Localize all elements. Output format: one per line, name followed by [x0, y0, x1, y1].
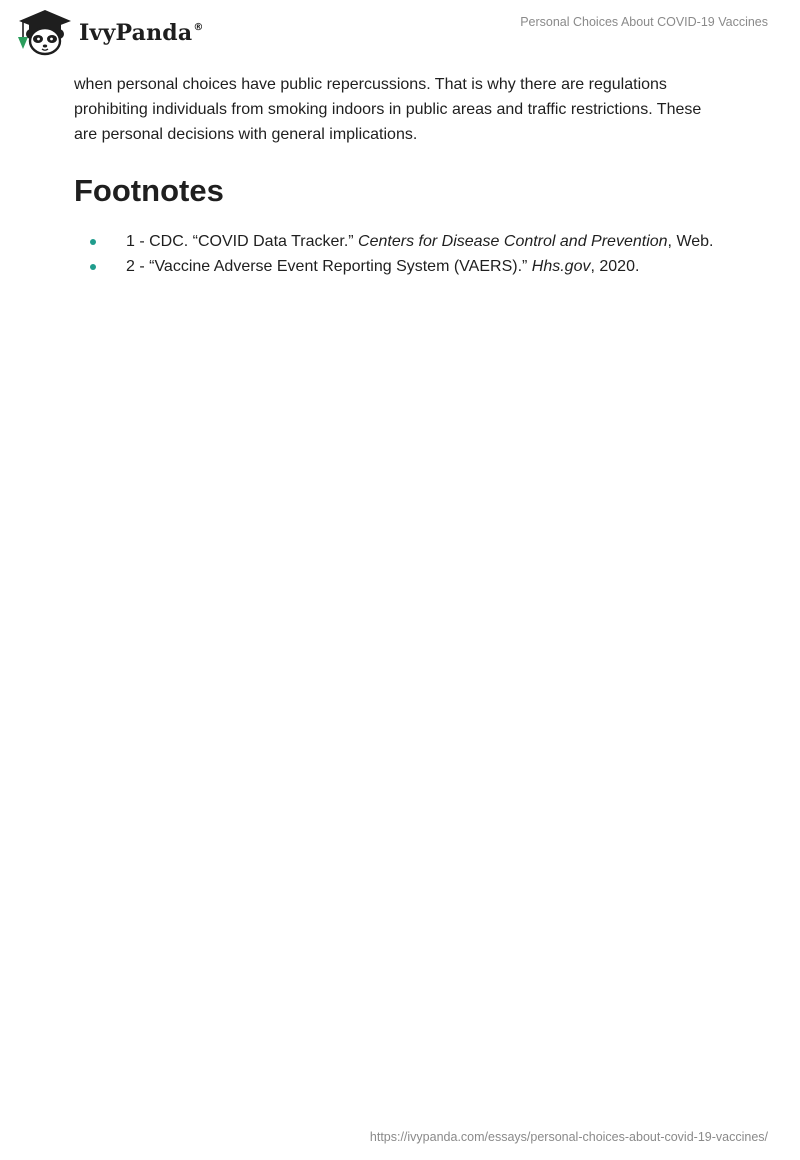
- ivypanda-logo[interactable]: [15, 7, 204, 57]
- bullet-dot-icon: [90, 239, 96, 245]
- footnote-item: [74, 229, 724, 254]
- bullet-dot-icon: [90, 264, 96, 270]
- body-paragraph: when personal choices have public repercussions. That is why there are regulations prohibiting individuals from smoking indoors in public areas and traffic restrictions. These are personal decisions with general implications.: [74, 76, 702, 143]
- footnote-prefix: 1 - CDC. “COVID Data Tracker.”: [126, 233, 359, 250]
- panda-graduation-cap-icon: [15, 7, 75, 57]
- footer-url-link[interactable]: https://ivypanda.com/essays/personal-choices-about-covid-19-vaccines/: [369, 1130, 768, 1144]
- footnotes-heading: Footnotes: [74, 173, 224, 208]
- footnote-source: Centers for Disease Control and Prevention: [358, 233, 668, 250]
- document-title: Personal Choices About COVID-19 Vaccines: [520, 15, 768, 29]
- registered-mark: ®: [193, 22, 204, 33]
- footnotes-list: [74, 229, 724, 279]
- footnote-prefix: 2 - “Vaccine Adverse Event Reporting System (VAERS).”: [126, 258, 532, 275]
- footnote-item: [74, 254, 724, 279]
- footnote-suffix: , Web.: [667, 233, 714, 250]
- page-header: [0, 0, 800, 64]
- footnote-suffix: , 2020.: [590, 258, 640, 275]
- footnote-source: Hhs.gov: [531, 258, 591, 275]
- page-content: [74, 72, 724, 279]
- brand-name: IvyPanda®: [79, 20, 204, 46]
